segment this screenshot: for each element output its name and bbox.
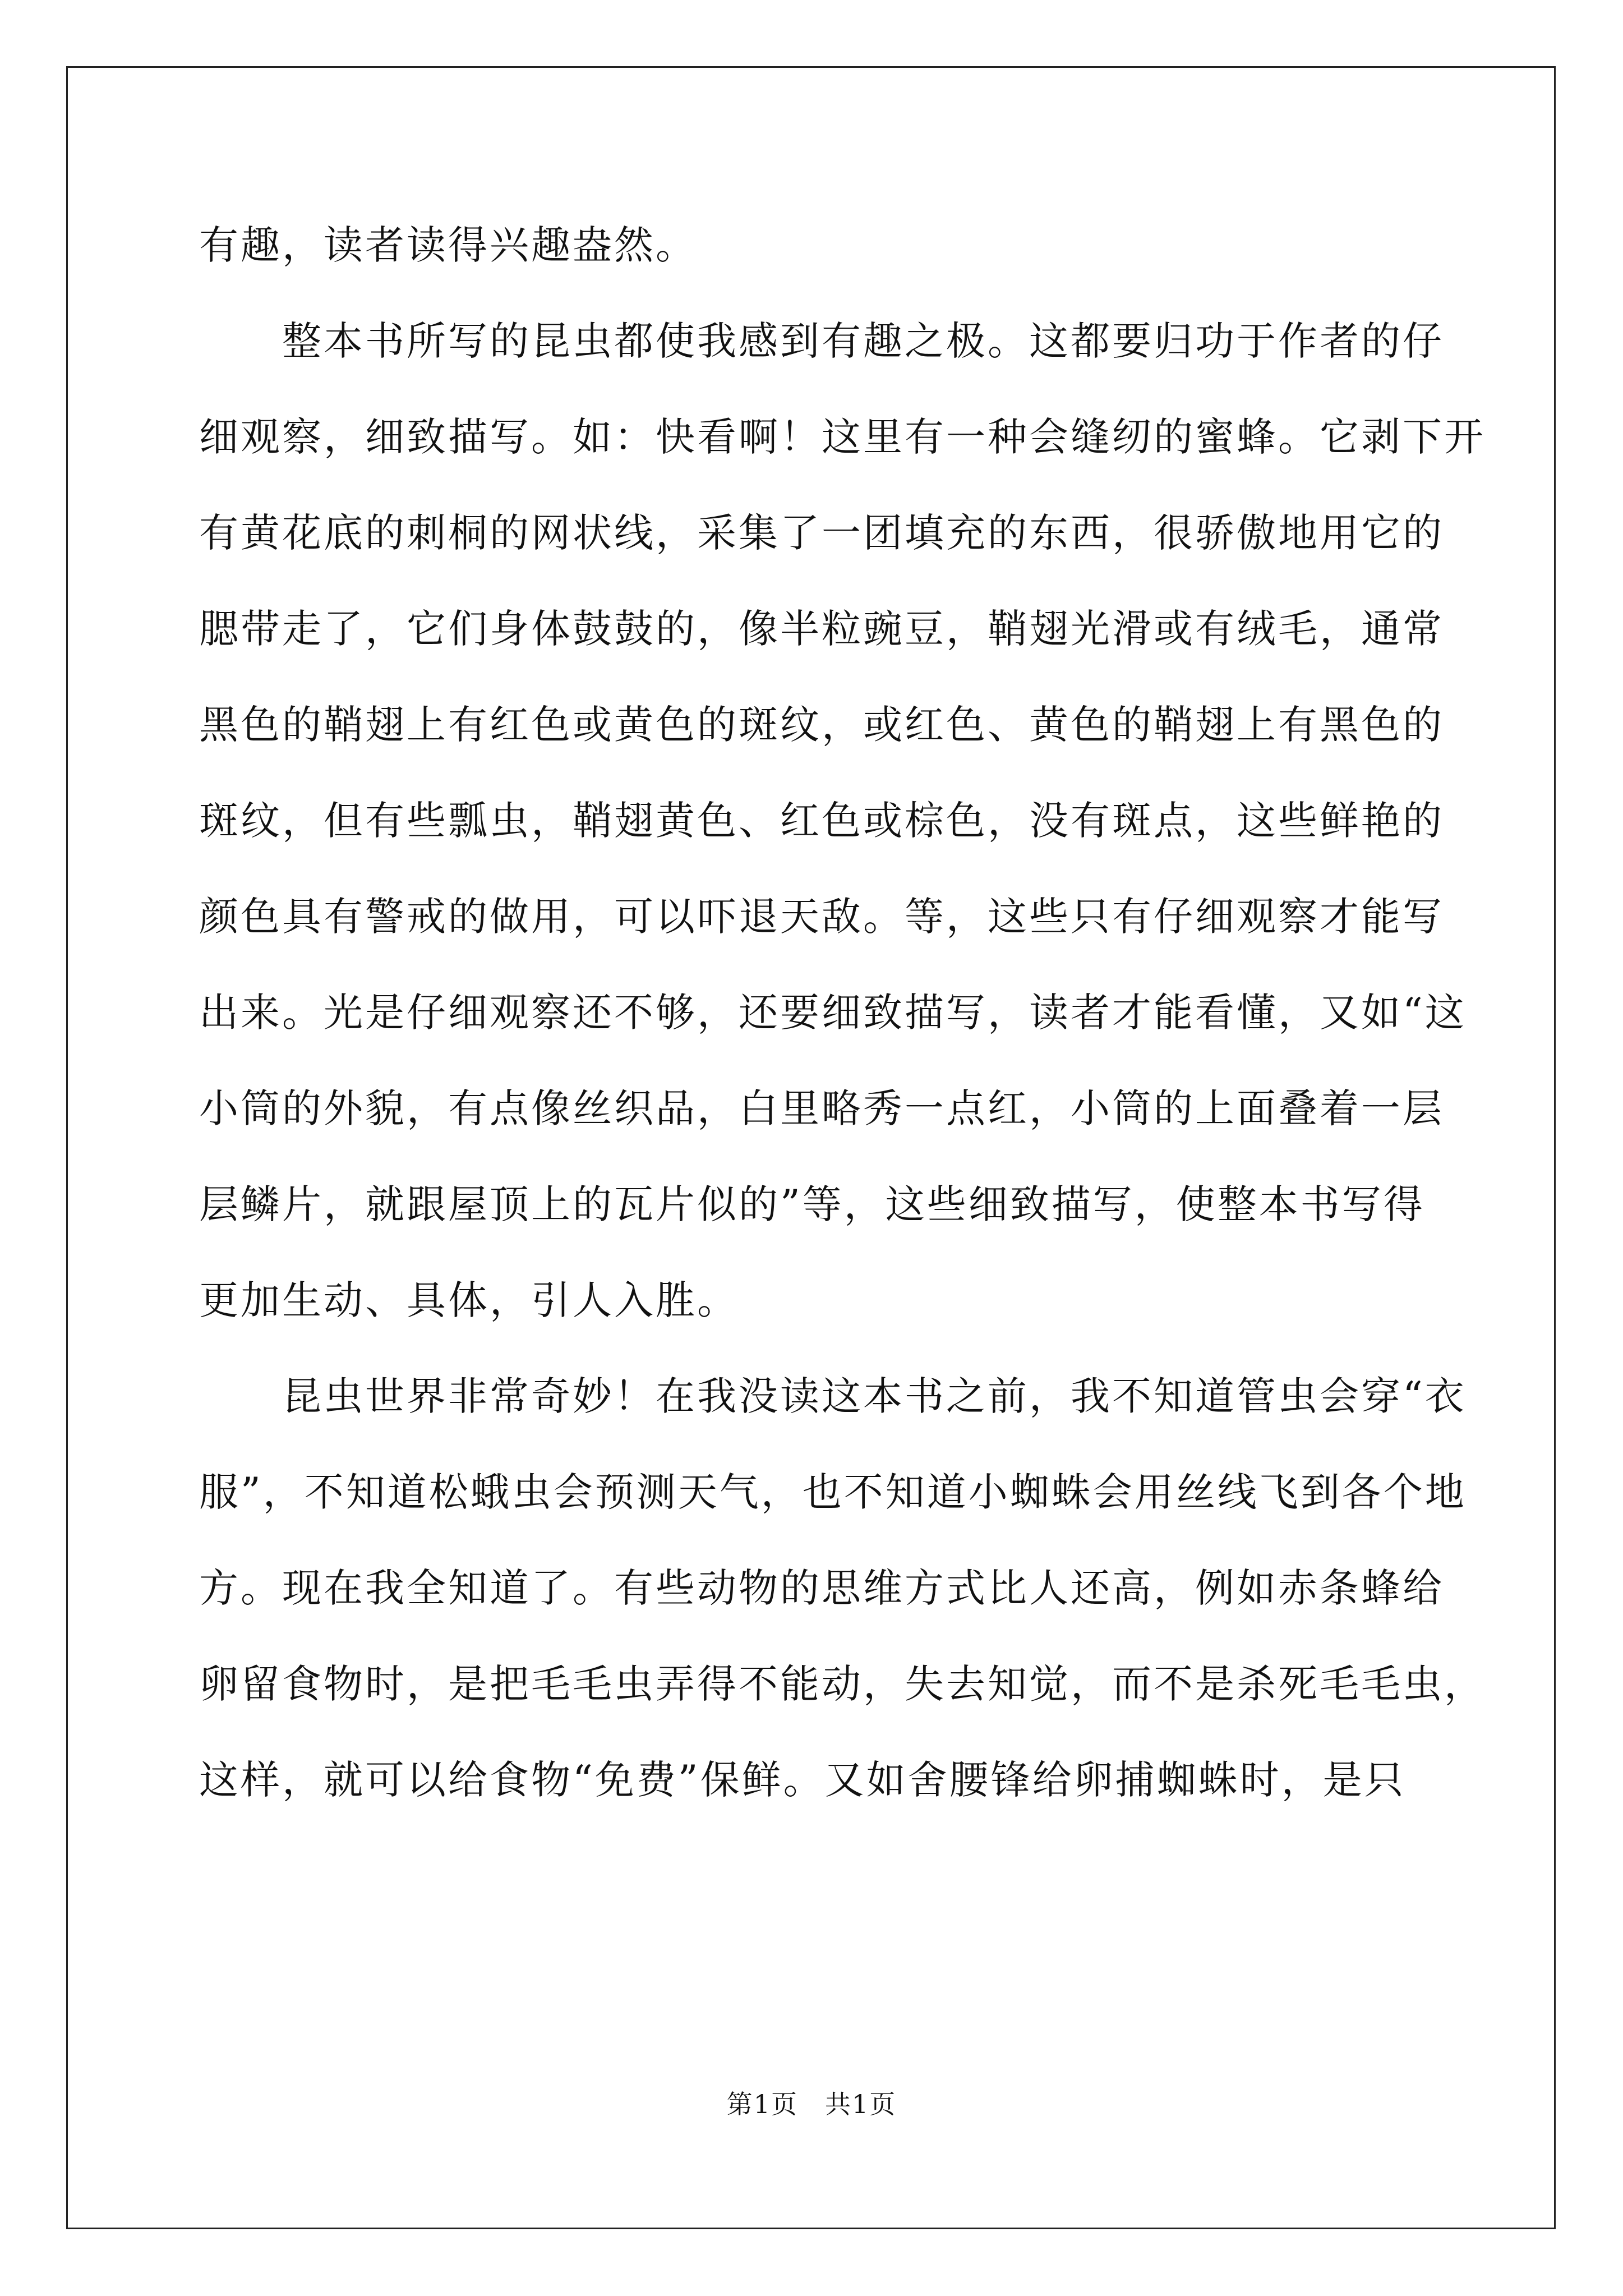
text-line: 层鳞片，就跟屋顶上的瓦片似的”等，这些细致描写，使整本书写得 bbox=[199, 1181, 1425, 1227]
text-line: 更加生动、具体，引人入胜。 bbox=[199, 1277, 739, 1323]
document-body bbox=[199, 197, 1486, 1828]
text-line: 卵留食物时，是把毛毛虫弄得不能动，失去知觉，而不是杀死毛毛虫， bbox=[199, 1661, 1486, 1707]
text-line: 这样，就可以给食物“免费”保鲜。又如舍腰锋给卵捕蜘蛛时，是只 bbox=[199, 1757, 1406, 1803]
text-line: 有黄花底的刺桐的网状线，采集了一团填充的东西，很骄傲地用它的 bbox=[199, 510, 1444, 556]
text-line: 细观察，细致描写。如：快看啊！这里有一种会缝纫的蜜蜂。它剥下开 bbox=[199, 414, 1486, 460]
text-line: 整本书所写的昆虫都使我感到有趣之极。这都要归功于作者的仔 bbox=[282, 318, 1444, 364]
text-line: 颜色具有警戒的做用，可以吓退天敌。等，这些只有仔细观察才能写 bbox=[199, 894, 1444, 940]
text-line: 有趣，读者读得兴趣盎然。 bbox=[199, 222, 697, 268]
page-number-footer: 第1页 共1页 bbox=[726, 2089, 897, 2119]
text-line: 黑色的鞘翅上有红色或黄色的斑纹，或红色、黄色的鞘翅上有黑色的 bbox=[199, 702, 1444, 748]
text-line: 服”，不知道松蛾虫会预测天气，也不知道小蜘蛛会用丝线飞到各个地 bbox=[199, 1469, 1467, 1515]
text-line: 斑纹，但有些瓢虫，鞘翅黄色、红色或棕色，没有斑点，这些鲜艳的 bbox=[199, 798, 1444, 844]
text-line: 方。现在我全知道了。有些动物的思维方式比人还高，例如赤条蜂给 bbox=[199, 1565, 1444, 1611]
text-line: 昆虫世界非常奇妙！在我没读这本书之前，我不知道管虫会穿“衣 bbox=[282, 1373, 1467, 1419]
text-line: 小筒的外貌，有点像丝织品，白里略秀一点红，小筒的上面叠着一层 bbox=[199, 1085, 1444, 1131]
text-line: 出来。光是仔细观察还不够，还要细致描写，读者才能看懂，又如“这 bbox=[199, 990, 1467, 1036]
text-line: 腮带走了，它们身体鼓鼓的，像半粒豌豆，鞘翅光滑或有绒毛，通常 bbox=[199, 606, 1444, 652]
